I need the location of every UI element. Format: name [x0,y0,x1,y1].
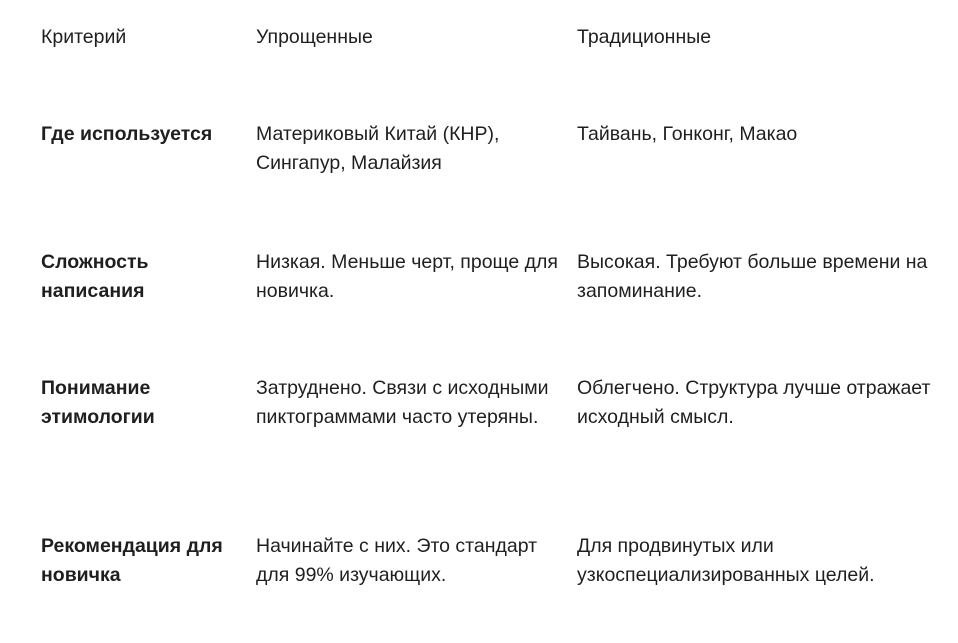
row-traditional-value: Высокая. Требуют больше времени на запоминание. [577,251,928,302]
row-traditional-value: Для продвинутых или узкоспециализированных целей. [577,535,875,586]
header-criterion: Критерий [41,26,127,48]
header-traditional: Традиционные [577,26,712,48]
row-criterion: Где используется [41,123,213,145]
header-simplified: Упрощенные [256,26,373,48]
row-simplified-value: Затруднено. Связи с исходными пиктограммами часто утеряны. [256,377,549,428]
row-criterion: Понимание этимологии [41,377,155,428]
row-traditional-value: Тайвань, Гонконг, Макао [577,123,798,145]
row-simplified-value: Низкая. Меньше черт, проще для новичка. [256,251,558,302]
row-criterion: Рекомендация для новичка [41,535,223,586]
row-criterion: Сложность написания [41,251,149,302]
row-traditional-value: Облегчено. Структура лучше отражает исходный смысл. [577,377,931,428]
row-simplified-value: Начинайте с них. Это стандарт для 99% изучающих. [256,535,538,586]
row-simplified-value: Материковый Китай (КНР), Сингапур, Малайзия [256,123,500,174]
